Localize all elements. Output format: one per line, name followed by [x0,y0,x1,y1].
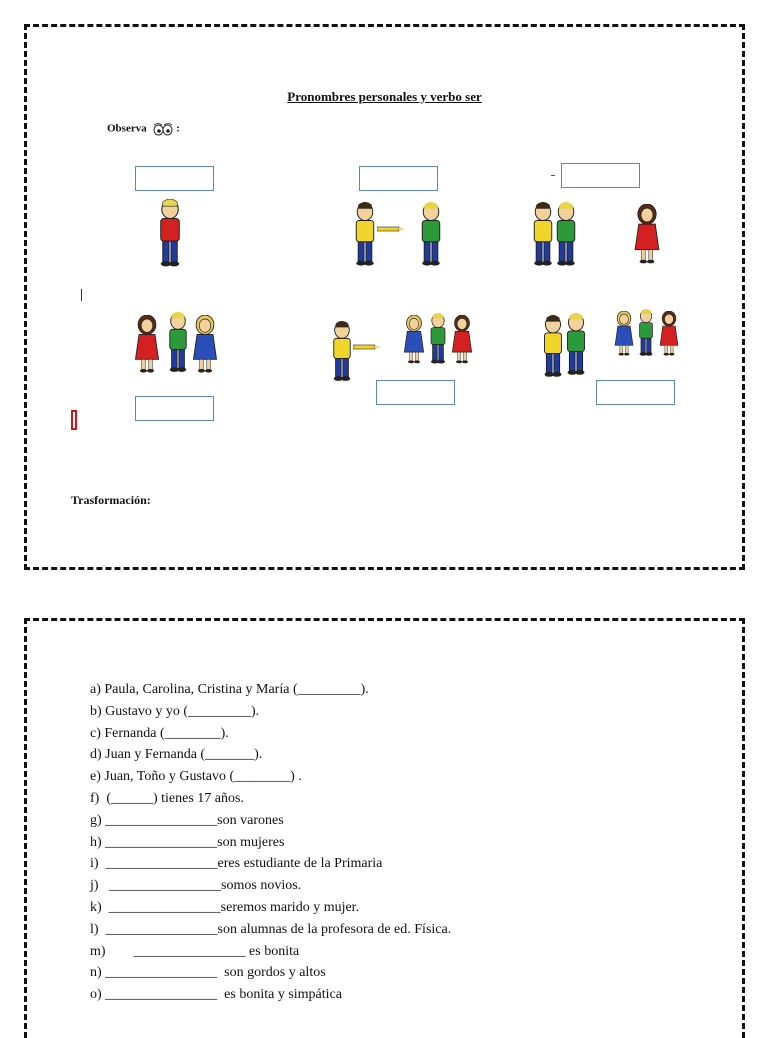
answer-box-2[interactable] [359,166,438,191]
observe-text: Observa [107,122,147,135]
exercise-item: e) Juan, Toño y Gustavo (________) . [90,769,302,785]
exercise-item: l) ________________son alumnas de la profesora de ed. Física. [90,921,452,937]
red-cursor-mark [71,410,77,430]
exercise-item: m) ________________ es bonita [90,943,300,959]
answer-box-5[interactable] [376,380,455,405]
answer-box-4[interactable] [135,396,214,421]
group-girl-red [447,315,477,367]
girl-blue-illustration [187,315,223,377]
exercise-item: k) ________________seremos marido y mujer. [90,899,360,915]
eyes-icon [153,122,173,136]
top-section-box [24,24,745,570]
observe-label [107,122,180,136]
girl-red-illustration [629,204,665,268]
answer-box-6[interactable] [596,380,675,405]
boy-green-illustration [409,202,453,270]
exercise-item: i) ________________eres estudiante de la Primaria [90,856,383,872]
answer-box-1[interactable] [135,166,214,191]
two-boys-hug-green [559,313,593,379]
exercise-item: n) ________________ son gordos y altos [90,965,326,981]
worksheet-title: Pronombres personales y verbo ser [287,89,482,104]
girls-group-red [655,311,683,359]
exercise-item: c) Fernanda (________). [90,725,229,741]
exercise-item: o) ________________ es bonita y simpática [90,987,342,1003]
transformation-label: Trasformación: [71,493,151,507]
exercise-item: j) ________________somos novios. [90,878,302,894]
exercise-item: h) ________________son mujeres [90,834,285,850]
exercise-item: d) Juan y Fernanda (_______). [90,747,263,763]
exercise-item: f) (______) tienes 17 años. [90,790,244,806]
exercise-list [90,679,451,1006]
exercise-item: g) ________________son varones [90,812,284,828]
exercises-box [24,618,745,1038]
boy-green-hug-illustration [549,202,583,270]
pointing-arm [377,225,405,233]
boy-pointing-self-illustration [145,199,195,271]
exercise-item: b) Gustavo y yo (_________). [90,703,260,719]
observe-colon: : [176,122,180,135]
answer-box-3[interactable] [561,163,640,188]
stray-mark [551,175,555,176]
exercise-item: a) Paula, Carolina, Cristina y María (_________). [90,682,369,697]
pointing-arm-2 [353,343,381,351]
boy-yellow-pointing-illustration [345,202,385,270]
boy-pointing-group-illustration [325,321,359,385]
stray-tick [81,289,82,301]
